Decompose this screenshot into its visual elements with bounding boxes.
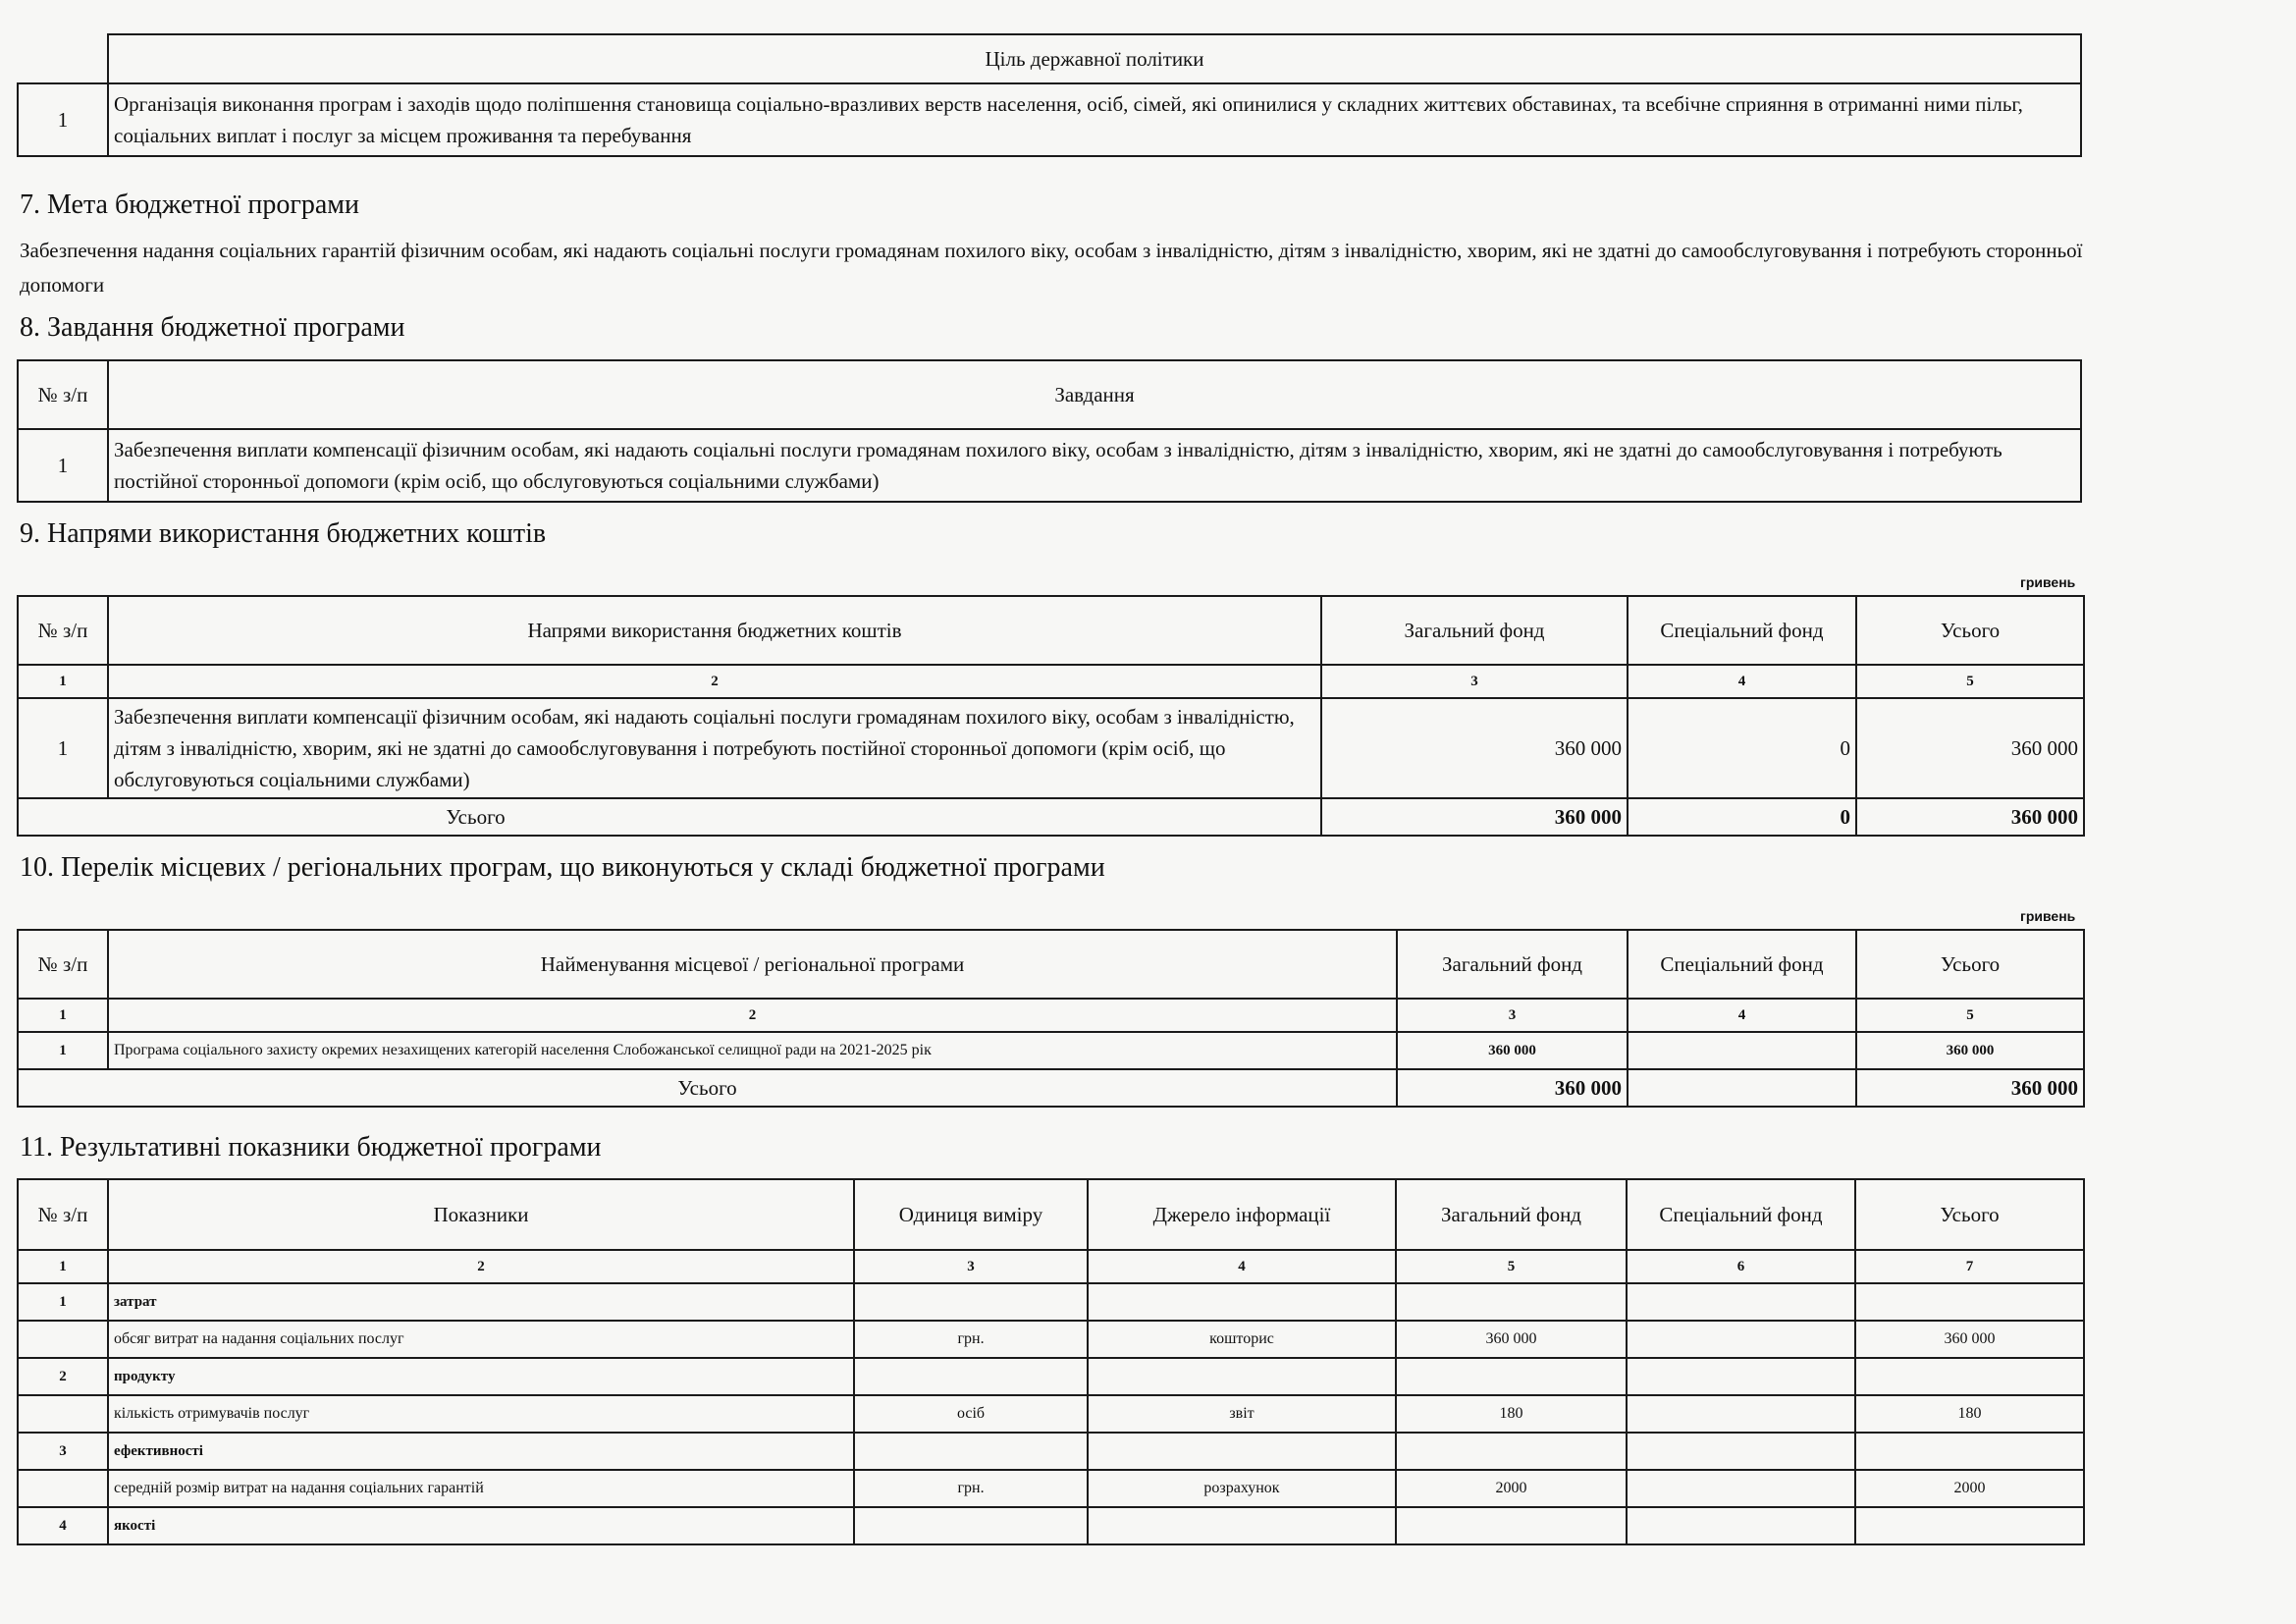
indicator-special — [1627, 1395, 1855, 1433]
programs-colnum: 2 — [108, 999, 1397, 1032]
programs-total-label: Усього — [18, 1069, 1397, 1107]
indicators-col-no: № з/п — [18, 1179, 108, 1250]
indicators-col-name: Показники — [108, 1179, 854, 1250]
programs-total-general: 360 000 — [1397, 1069, 1628, 1107]
indicator-group-no: 4 — [18, 1507, 108, 1544]
tasks-col-task: Завдання — [108, 360, 2081, 429]
programs-row-general: 360 000 — [1397, 1032, 1628, 1069]
indicators-col-unit: Одиниця виміру — [854, 1179, 1088, 1250]
local-programs-table — [17, 929, 2085, 1108]
indicators-colnum: 2 — [108, 1250, 854, 1283]
directions-row-no: 1 — [18, 698, 108, 798]
directions-col-total: Усього — [1856, 596, 2084, 665]
programs-colnum: 5 — [1856, 999, 2084, 1032]
directions-row-text: Забезпечення виплати компенсації фізичним особам, які надають соціальні послуги громадянам похилого віку, особам з інвалідністю, дітям з інвалідністю, хворим, які не здатні до самообслуговування і потребують постійної сторонньої допомоги (крім осіб, що обслуговуються соціальними службами) — [108, 698, 1321, 798]
programs-col-no: № з/п — [18, 930, 108, 999]
programs-row-special — [1628, 1032, 1856, 1069]
indicator-general: 360 000 — [1396, 1321, 1627, 1358]
indicators-col-source: Джерело інформації — [1088, 1179, 1396, 1250]
budget-directions-table — [17, 595, 2085, 837]
directions-col-name: Напрями використання бюджетних коштів — [108, 596, 1321, 665]
indicators-col-general: Загальний фонд — [1396, 1179, 1627, 1250]
indicators-colnum: 6 — [1627, 1250, 1855, 1283]
directions-col-no: № з/п — [18, 596, 108, 665]
indicators-colnum: 1 — [18, 1250, 108, 1283]
indicator-source: кошторис — [1088, 1321, 1396, 1358]
tasks-col-no: № з/п — [18, 360, 108, 429]
indicator-special — [1627, 1321, 1855, 1358]
programs-colnum: 1 — [18, 999, 108, 1032]
performance-indicators-table — [17, 1178, 2085, 1545]
section-9-title: 9. Напрями використання бюджетних коштів — [20, 518, 547, 549]
section-7-text: Забезпечення надання соціальних гарантій фізичним особам, які надають соціальні послуги громадянам похилого віку, особам з інвалідністю, дітям з інвалідністю, хворим, які не здатні до самообслуговування і потребують сторонньої допомоги — [20, 239, 2083, 297]
directions-col-general: Загальний фонд — [1321, 596, 1628, 665]
programs-col-general: Загальний фонд — [1397, 930, 1628, 999]
indicator-total: 360 000 — [1855, 1321, 2084, 1358]
directions-colnum: 2 — [108, 665, 1321, 698]
tasks-row-text: Забезпечення виплати компенсації фізичним особам, які надають соціальні послуги громадянам похилого віку, особам з інвалідністю, дітям з інвалідністю, хворим, які не здатні до самообслуговування і потребують постійної сторонньої допомоги (крім осіб, що обслуговуються соціальними службами) — [108, 429, 2081, 502]
directions-total-general: 360 000 — [1321, 798, 1628, 836]
directions-total-special: 0 — [1628, 798, 1856, 836]
directions-row-total: 360 000 — [1856, 698, 2084, 798]
directions-colnum: 1 — [18, 665, 108, 698]
directions-row-special: 0 — [1628, 698, 1856, 798]
policy-goal-row-text: Організація виконання програм і заходів щодо поліпшення становища соціально-вразливих верств населення, осіб, сімей, які опинилися у складних життєвих обставинах, та всебічне сприяння в отриманні ними пільг, соціальних виплат і послуг за місцем проживання та перебування — [108, 83, 2081, 156]
section-10-title: 10. Перелік місцевих / регіональних програм, що виконуються у складі бюджетної програми — [20, 852, 1105, 883]
indicator-special — [1627, 1470, 1855, 1507]
indicator-group-no: 2 — [18, 1358, 108, 1395]
indicator-name: обсяг витрат на надання соціальних послуг — [108, 1321, 854, 1358]
programs-total-total: 360 000 — [1856, 1069, 2084, 1107]
programs-col-special: Спеціальний фонд — [1628, 930, 1856, 999]
tasks-table — [17, 359, 2082, 503]
directions-col-special: Спеціальний фонд — [1628, 596, 1856, 665]
programs-colnum: 3 — [1397, 999, 1628, 1032]
directions-total-total: 360 000 — [1856, 798, 2084, 836]
indicator-source: розрахунок — [1088, 1470, 1396, 1507]
policy-goal-row-no: 1 — [18, 83, 108, 156]
indicators-colnum: 7 — [1855, 1250, 2084, 1283]
indicators-colnum: 5 — [1396, 1250, 1627, 1283]
indicator-name: середній розмір витрат на надання соціальних гарантій — [108, 1470, 854, 1507]
indicators-colnum: 4 — [1088, 1250, 1396, 1283]
indicator-group-no: 1 — [18, 1283, 108, 1321]
indicator-group-name: затрат — [108, 1283, 854, 1321]
indicators-col-special: Спеціальний фонд — [1627, 1179, 1855, 1250]
indicators-col-total: Усього — [1855, 1179, 2084, 1250]
indicators-colnum: 3 — [854, 1250, 1088, 1283]
indicator-unit: осіб — [854, 1395, 1088, 1433]
indicator-unit: грн. — [854, 1470, 1088, 1507]
policy-goal-header: Ціль державної політики — [108, 34, 2081, 83]
indicator-unit: грн. — [854, 1321, 1088, 1358]
directions-total-label: Усього — [18, 798, 1321, 836]
indicator-group-no: 3 — [18, 1433, 108, 1470]
indicator-group-name: продукту — [108, 1358, 854, 1395]
programs-col-name: Найменування місцевої / регіональної програми — [108, 930, 1397, 999]
programs-col-total: Усього — [1856, 930, 2084, 999]
indicator-total: 180 — [1855, 1395, 2084, 1433]
programs-row-text: Програма соціального захисту окремих незахищених категорій населення Слобожанської селищної ради на 2021-2025 рік — [108, 1032, 1397, 1069]
programs-row-no: 1 — [18, 1032, 108, 1069]
indicator-general: 2000 — [1396, 1470, 1627, 1507]
indicator-total: 2000 — [1855, 1470, 2084, 1507]
section-8-title: 8. Завдання бюджетної програми — [20, 312, 405, 343]
directions-colnum: 5 — [1856, 665, 2084, 698]
section-11-title: 11. Результативні показники бюджетної програми — [20, 1132, 602, 1163]
policy-goal-table — [17, 33, 2082, 157]
section-9-unit: гривень — [2020, 574, 2076, 590]
tasks-row-no: 1 — [18, 429, 108, 502]
indicator-source: звіт — [1088, 1395, 1396, 1433]
programs-total-special — [1628, 1069, 1856, 1107]
directions-colnum: 4 — [1628, 665, 1856, 698]
indicator-name: кількість отримувачів послуг — [108, 1395, 854, 1433]
section-10-unit: гривень — [2020, 908, 2076, 924]
indicator-group-name: якості — [108, 1507, 854, 1544]
directions-row-general: 360 000 — [1321, 698, 1628, 798]
directions-colnum: 3 — [1321, 665, 1628, 698]
programs-colnum: 4 — [1628, 999, 1856, 1032]
section-7-title: 7. Мета бюджетної програми — [20, 189, 359, 220]
programs-row-total: 360 000 — [1856, 1032, 2084, 1069]
indicator-group-name: ефективності — [108, 1433, 854, 1470]
indicator-general: 180 — [1396, 1395, 1627, 1433]
